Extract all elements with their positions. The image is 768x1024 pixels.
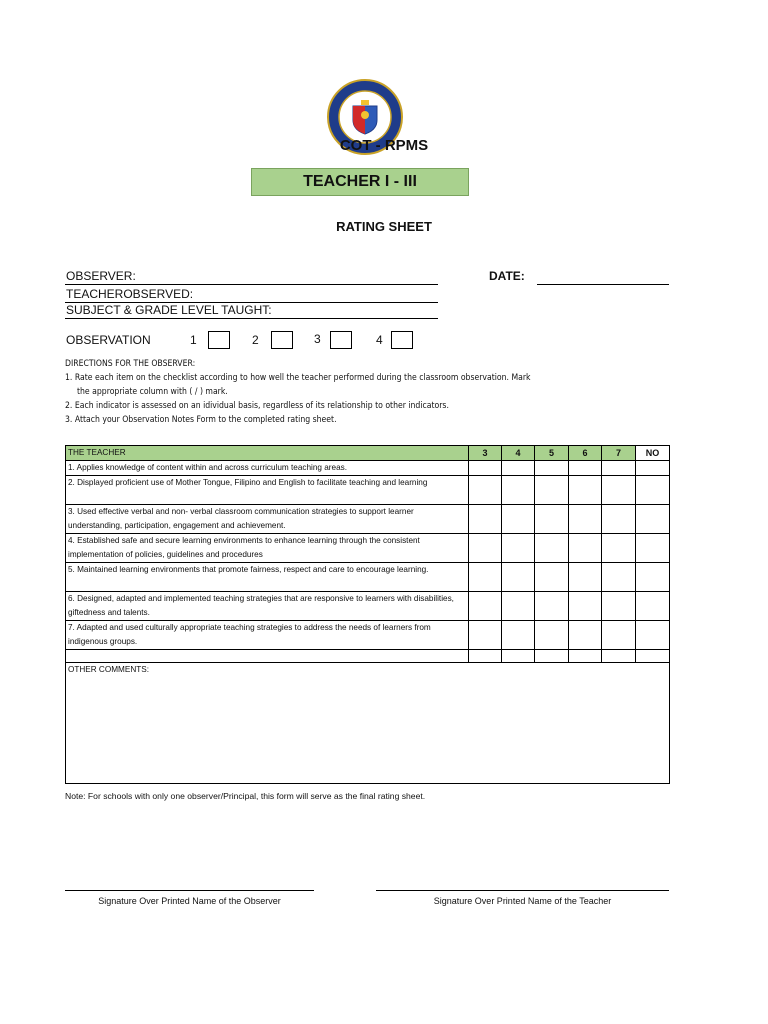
- rating-cell[interactable]: [535, 476, 569, 505]
- column-header: 3: [469, 446, 502, 461]
- rating-cell[interactable]: [502, 563, 535, 592]
- indicator-1: 1. Applies knowledge of content within and across curriculum teaching areas.: [66, 461, 469, 476]
- table-header-row: [66, 446, 670, 461]
- rating-cell[interactable]: [569, 563, 602, 592]
- teacher-signature-label: Signature Over Printed Name of the Teacher: [433, 896, 612, 906]
- rating-cell[interactable]: [535, 621, 569, 650]
- rating-cell[interactable]: [469, 534, 502, 563]
- indicator-6: 6. Designed, adapted and implemented teaching strategies that are responsive to learners with disabilities, giftedness and talents.: [66, 592, 469, 621]
- teacher-level-banner: [251, 168, 469, 196]
- observer-signature-line[interactable]: [65, 890, 314, 891]
- rating-cell[interactable]: [602, 476, 636, 505]
- table-row: [66, 505, 670, 534]
- rating-cell[interactable]: [569, 621, 602, 650]
- rating-cell[interactable]: [535, 461, 569, 476]
- rating-cell[interactable]: [502, 461, 535, 476]
- rating-cell[interactable]: [636, 461, 670, 476]
- rating-cell[interactable]: [502, 476, 535, 505]
- rating-cell[interactable]: [636, 505, 670, 534]
- comments-row: [66, 663, 670, 784]
- observation-2-checkbox[interactable]: [271, 331, 293, 349]
- table-row: [66, 621, 670, 650]
- date-label: DATE:: [489, 269, 525, 283]
- rating-cell[interactable]: [469, 621, 502, 650]
- observation-label: OBSERVATION: [66, 333, 151, 347]
- observation-option-3-label: 3: [314, 332, 321, 346]
- direction-item: 1. Rate each item on the checklist according to how well the teacher performed during the classroom observation. Mark: [65, 373, 531, 383]
- column-header: 6: [569, 446, 602, 461]
- other-comments-field[interactable]: [66, 663, 670, 784]
- observer-signature-label: Signature Over Printed Name of the Observer: [98, 896, 281, 906]
- rating-cell[interactable]: [636, 534, 670, 563]
- table-row: [66, 563, 670, 592]
- table-row-blank: [66, 650, 670, 663]
- rating-cell[interactable]: [535, 505, 569, 534]
- indicator-2: 2. Displayed proficient use of Mother Tongue, Filipino and English to facilitate teaching and learning: [66, 476, 469, 505]
- table-row: [66, 461, 670, 476]
- observation-1-checkbox[interactable]: [208, 331, 230, 349]
- observation-option-1-label: 1: [190, 333, 197, 347]
- other-comments-label: OTHER COMMENTS:: [68, 665, 149, 674]
- direction-item: 2. Each indicator is assessed on an idividual basis, regardless of its relationship to other indicators.: [65, 401, 449, 411]
- column-header: 4: [502, 446, 535, 461]
- table-row: [66, 476, 670, 505]
- rating-cell[interactable]: [602, 621, 636, 650]
- directions-title: DIRECTIONS FOR THE OBSERVER:: [65, 359, 196, 369]
- observer-label: OBSERVER:: [66, 269, 136, 283]
- rating-cell[interactable]: [502, 505, 535, 534]
- rating-cell[interactable]: [602, 563, 636, 592]
- rating-cell[interactable]: [502, 534, 535, 563]
- rating-cell[interactable]: [469, 476, 502, 505]
- direction-item: the appropriate column with ( / ) mark.: [77, 387, 228, 397]
- teacher-level-text: TEACHER I - III: [303, 173, 417, 190]
- rating-cell[interactable]: [636, 476, 670, 505]
- teacher-observed-label: TEACHEROBSERVED:: [66, 287, 194, 301]
- blank-cell: [66, 650, 469, 663]
- rating-cell[interactable]: [535, 534, 569, 563]
- observation-option-4-label: 4: [376, 333, 383, 347]
- date-line[interactable]: [537, 284, 669, 285]
- observation-option-2-label: 2: [252, 333, 259, 347]
- column-header-no: NO: [636, 446, 670, 461]
- observation-4-checkbox[interactable]: [391, 331, 413, 349]
- indicator-3: 3. Used effective verbal and non- verbal classroom communication strategies to support learner understanding, participation, engagement and achievement.: [66, 505, 469, 534]
- program-title: COT - RPMS: [339, 137, 429, 154]
- rating-cell[interactable]: [602, 592, 636, 621]
- observer-line[interactable]: [65, 284, 438, 285]
- rating-cell[interactable]: [502, 650, 535, 663]
- rating-cell[interactable]: [469, 461, 502, 476]
- rating-cell[interactable]: [636, 621, 670, 650]
- rating-cell[interactable]: [636, 650, 670, 663]
- subject-label: SUBJECT & GRADE LEVEL TAUGHT:: [66, 303, 272, 317]
- rating-cell[interactable]: [469, 592, 502, 621]
- teacher-header: THE TEACHER: [66, 446, 469, 461]
- rating-cell[interactable]: [535, 563, 569, 592]
- rating-table: [65, 445, 670, 784]
- final-rating-note: Note: For schools with only one observer/Principal, this form will serve as the final rating sheet.: [65, 791, 426, 801]
- rating-cell[interactable]: [602, 505, 636, 534]
- indicator-7: 7. Adapted and used culturally appropriate teaching strategies to address the needs of learners from indigenous groups.: [66, 621, 469, 650]
- column-header: 7: [602, 446, 636, 461]
- sheet-title: RATING SHEET: [336, 219, 432, 234]
- teacher-signature-line[interactable]: [376, 890, 669, 891]
- directions: [65, 357, 685, 427]
- rating-cell[interactable]: [502, 621, 535, 650]
- rating-cell[interactable]: [602, 534, 636, 563]
- indicator-4: 4. Established safe and secure learning environments to enhance learning through the consistent implementation of policies, guidelines and procedures: [66, 534, 469, 563]
- rating-cell[interactable]: [569, 650, 602, 663]
- rating-cell[interactable]: [569, 476, 602, 505]
- rating-cell[interactable]: [636, 563, 670, 592]
- subject-line[interactable]: [65, 318, 438, 319]
- rating-cell[interactable]: [602, 461, 636, 476]
- rating-cell[interactable]: [602, 650, 636, 663]
- observation-3-checkbox[interactable]: [330, 331, 352, 349]
- table-row: [66, 534, 670, 563]
- rating-cell[interactable]: [569, 592, 602, 621]
- direction-item: 3. Attach your Observation Notes Form to the completed rating sheet.: [65, 415, 337, 425]
- rating-cell[interactable]: [569, 534, 602, 563]
- rating-cell[interactable]: [502, 592, 535, 621]
- table-row: [66, 592, 670, 621]
- rating-cell[interactable]: [469, 563, 502, 592]
- rating-cell[interactable]: [569, 505, 602, 534]
- rating-cell[interactable]: [469, 650, 502, 663]
- rating-cell[interactable]: [636, 592, 670, 621]
- rating-cell[interactable]: [535, 592, 569, 621]
- rating-cell[interactable]: [535, 650, 569, 663]
- indicator-5: 5. Maintained learning environments that promote fairness, respect and care to encourage learning.: [66, 563, 469, 592]
- column-header: 5: [535, 446, 569, 461]
- rating-cell[interactable]: [469, 505, 502, 534]
- rating-cell[interactable]: [569, 461, 602, 476]
